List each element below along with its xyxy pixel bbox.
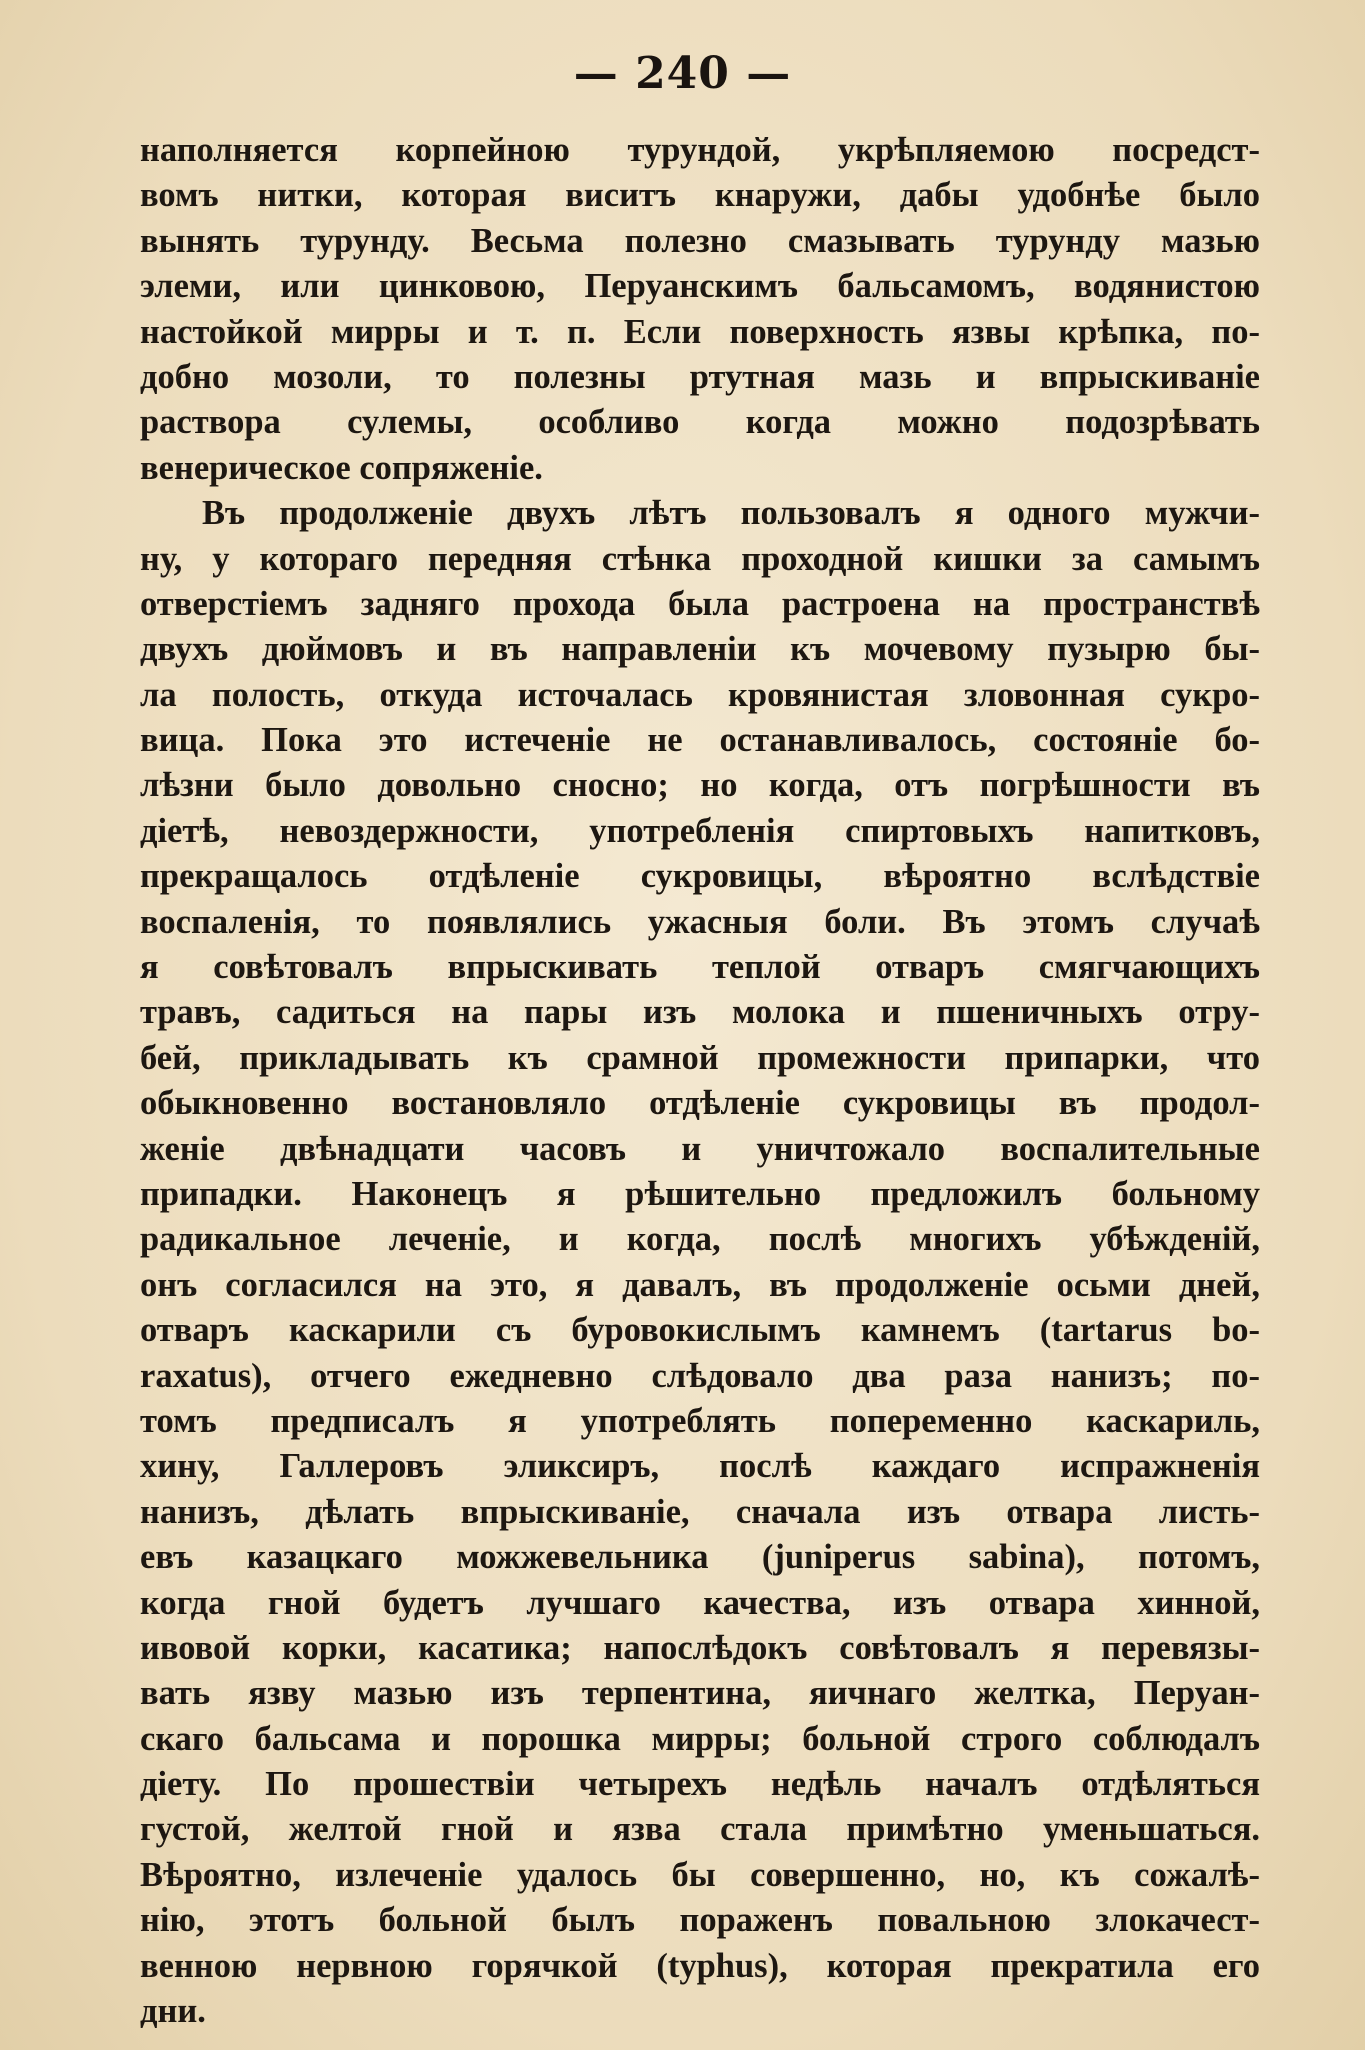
text-line: вица. Пока это истеченіе не останавливалось, состояніе бо-: [140, 721, 1260, 760]
text-line: бей, прикладывать къ срамной промежности припарки, что: [140, 1038, 1260, 1077]
text-line: дни.: [140, 1992, 206, 2031]
text-line: венною нервною горячкой (typhus), которая прекратила его: [140, 1946, 1260, 1985]
text-line: ивовой корки, касатика; напослѣдокъ совѣтовалъ я перевязы-: [140, 1628, 1260, 1667]
text-line: ла полость, откуда источалась кровянистая зловонная сукро-: [140, 675, 1260, 714]
body-text: [140, 128, 1260, 2034]
text-line: Вѣроятно, излеченіе удалось бы совершенно, но, къ сожалѣ-: [140, 1855, 1260, 1894]
text-line: хину, Галлеровъ эликсиръ, послѣ каждаго испражненія: [140, 1447, 1260, 1486]
text-line: ну, у котораго передняя стѣнка проходной кишки за самымъ: [140, 539, 1260, 578]
text-line: добно мозоли, то полезны ртутная мазь и впрыскиваніе: [140, 357, 1260, 396]
text-line: женіе двѣнадцати часовъ и уничтожало воспалительные: [140, 1129, 1260, 1168]
text-line: raxatus), отчего ежедневно слѣдовало два раза нанизъ; по-: [140, 1356, 1260, 1395]
text-line: раствора сулемы, особливо когда можно подозрѣвать: [140, 403, 1260, 442]
text-line: воспаленія, то появлялись ужасныя боли. Въ этомъ случаѣ: [140, 902, 1260, 941]
text-line: онъ согласился на это, я давалъ, въ продолженіе осьми дней,: [140, 1265, 1260, 1304]
text-line: Въ продолженіе двухъ лѣтъ пользовалъ я одного мужчи-: [202, 494, 1260, 533]
text-line: отверстіемъ задняго прохода была растроена на пространствѣ: [140, 584, 1260, 623]
text-line: прекращалось отдѣленіе сукровицы, вѣроятно вслѣдствіе: [140, 857, 1260, 896]
text-line: настойкой мирры и т. п. Если поверхность язвы крѣпка, по-: [140, 312, 1260, 351]
text-line: діету. По прошествіи четырехъ недѣль началъ отдѣляться: [140, 1765, 1260, 1804]
text-line: припадки. Наконецъ я рѣшительно предложилъ больному: [140, 1174, 1260, 1213]
text-line: венерическое сопряженіе.: [140, 448, 543, 487]
text-line: отваръ каскарили съ буровокислымъ камнемъ (tartarus bo-: [140, 1311, 1260, 1350]
text-line: діетѣ, невоздержности, употребленія спиртовыхъ напитковъ,: [140, 811, 1260, 850]
text-line: вать язву мазью изъ терпентина, яичнаго желтка, Перуан-: [140, 1674, 1260, 1713]
text-line: евъ казацкаго можжевельника (juniperus sabina), потомъ,: [140, 1538, 1260, 1577]
text-line: наполняется корпейною турундой, укрѣпляемою посредст-: [140, 131, 1260, 169]
text-line: обыкновенно востановляло отдѣленіе сукровицы въ продол-: [140, 1084, 1260, 1123]
text-line: томъ предписалъ я употреблять попеременно каскариль,: [140, 1401, 1260, 1440]
text-line: элеми, или цинковою, Перуанскимъ бальсамомъ, водянистою: [140, 267, 1260, 306]
text-line: нію, этотъ больной былъ пораженъ повальною злокачест-: [140, 1901, 1260, 1940]
page-number: — 240 —: [573, 48, 792, 99]
text-line: вынять турунду. Весьма полезно смазывать турунду мазью: [140, 221, 1260, 260]
text-line: лѣзни было довольно сносно; но когда, отъ погрѣшности въ: [140, 766, 1260, 805]
text-line: густой, желтой гной и язва стала примѣтно уменьшаться.: [140, 1810, 1260, 1849]
text-line: вомъ нитки, которая виситъ кнаружи, дабы удобнѣе было: [140, 176, 1260, 215]
text-line: я совѣтовалъ впрыскивать теплой отваръ смягчающихъ: [140, 948, 1260, 987]
text-line: скаго бальсама и порошка мирры; больной строго соблюдалъ: [140, 1719, 1260, 1758]
text-line: нанизъ, дѣлать впрыскиваніе, сначала изъ отвара листь-: [140, 1492, 1260, 1531]
text-line: двухъ дюймовъ и въ направленіи къ мочевому пузырю бы-: [140, 630, 1260, 669]
text-line: когда гной будетъ лучшаго качества, изъ отвара хинной,: [140, 1583, 1260, 1622]
text-line: травъ, садиться на пары изъ молока и пшеничныхъ отру-: [140, 993, 1260, 1032]
text-line: радикальное леченіе, и когда, послѣ многихъ убѣжденій,: [140, 1220, 1260, 1259]
